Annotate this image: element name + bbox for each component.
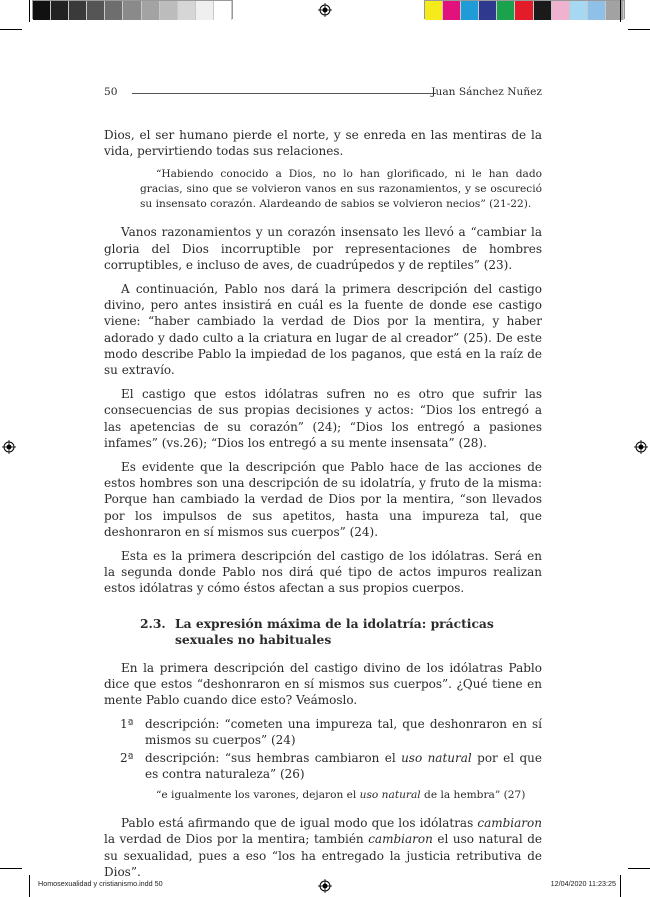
paragraph: En la primera descripción del castigo divino de los idólatras Pablo dice que estos “deshonraron en sí mismos sus cuerpos”. ¿Qué tiene en mente Pablo cuando dice esto? Veámoslo. (104, 660, 542, 708)
color-swatch (588, 1, 606, 20)
color-swatch (443, 1, 461, 20)
page-number: 50 (104, 86, 118, 98)
list-item (120, 750, 542, 782)
color-swatch (606, 1, 624, 20)
crop-mark-bottom-left (0, 868, 22, 869)
color-swatch (497, 1, 515, 20)
header-rule (132, 93, 436, 94)
description-list (120, 716, 542, 782)
slug-timestamp: 12/04/2020 11:23:25 (550, 879, 616, 888)
list-item (120, 716, 542, 748)
inline-quote: “e igualmente los varones, dejaron el uso natural de la hembra” (27) (156, 789, 526, 802)
crop-mark-bottom-left-v (29, 875, 30, 897)
color-swatch (196, 1, 214, 20)
cmyk-color-bar (424, 0, 625, 19)
crop-mark-top-left-v (29, 0, 30, 22)
color-swatch (33, 1, 51, 20)
section-number: 2.3. (140, 615, 166, 631)
paragraph: Dios, el ser humano pierde el norte, y se enreda en las mentiras de la vida, pervirtiendo todas sus relaciones. (104, 128, 542, 159)
color-swatch (515, 1, 533, 20)
color-swatch (87, 1, 105, 20)
color-swatch (570, 1, 588, 20)
header-author: Juan Sánchez Nuñez (431, 86, 542, 98)
crop-mark-bottom-right (628, 868, 650, 869)
color-swatch (51, 1, 69, 20)
registration-mark-icon (318, 3, 332, 17)
paragraph: Vanos razonamientos y un corazón insensato les llevó a “cambiar la gloria del Dios incorruptible por representaciones de hombres corruptibles, e incluso de aves, de cuadrúpedos y de reptiles” (23). (104, 225, 542, 272)
body-text (104, 127, 542, 888)
color-swatch (461, 1, 479, 20)
color-swatch (142, 1, 160, 20)
list-marker: 2ª (120, 750, 134, 765)
color-swatch (425, 1, 443, 20)
color-swatch (552, 1, 570, 20)
color-swatch (479, 1, 497, 20)
paragraph: A continuación, Pablo nos dará la primera descripción del castigo divino, pero antes insistirá en cuál es la fuente de donde ese castigo viene: “haber cambiado la verdad de Dios por la mentira, y haber adorado y dado culto a la criatura en lugar de al creador” (25). De este modo describe Pablo la impiedad de los paganos, que está en la raíz de su extravío. (104, 282, 542, 378)
paragraph: Esta es la primera descripción del castigo de los idólatras. Será en la segunda donde Pablo nos dirá qué tipo de actos impuros realizan estos idólatras y cómo éstos afectan a sus propios cuerpos. (104, 549, 542, 596)
crop-mark-top-right (628, 29, 650, 30)
registration-mark-icon (2, 440, 16, 454)
list-item-text: descripción: “cometen una impureza tal, que deshonraron en sí mismos su cuerpos” (24) (145, 717, 542, 748)
paragraph: Pablo está afirmando que de igual modo que los idólatras cambiaron la verdad de Dios por la mentira; también cambiaron el uso natural de su sexualidad, pues a eso “los ha entregado la justicia retributiva de Dios”. (104, 816, 542, 879)
list-item-text: descripción: “sus hembras cambiaron el uso natural por el que es contra naturaleza” (26) (145, 750, 542, 781)
crop-mark-top-right-v (620, 0, 621, 22)
color-swatch (69, 1, 87, 20)
grayscale-color-bar (32, 0, 233, 19)
crop-mark-top-left (0, 29, 22, 30)
paragraph: El castigo que estos idólatras sufren no es otro que sufrir las consecuencias de sus propias decisiones y actos: “Dios los entregó a las apetencias de su corazón” (24); “Dios los entregó a pasiones infames” (vs.26); “Dios los entregó a su mente insensata” (28). (104, 387, 542, 450)
color-swatch (105, 1, 123, 20)
list-marker: 1ª (120, 717, 134, 732)
color-swatch (123, 1, 141, 20)
block-quote: “Habiendo conocido a Dios, no lo han glorificado, ni le han dado gracias, sino que se volvieron vanos en sus razonamientos, y se oscureció su insensato corazón. Alardeando de sabios se volvieron necios” (21-22). (140, 168, 542, 211)
color-swatch (214, 1, 232, 20)
section-title: La expresión máxima de la idolatría: prácticas sexuales no habituales (175, 615, 494, 647)
color-swatch (178, 1, 196, 20)
registration-mark-icon (634, 440, 648, 454)
crop-mark-bottom-right-v (620, 875, 621, 897)
color-swatch (160, 1, 178, 20)
slug-file-name: Homosexualidad y cristianismo.indd 50 (38, 879, 163, 888)
section-heading (140, 616, 542, 648)
running-header (104, 86, 542, 100)
color-swatch (534, 1, 552, 20)
paragraph: Es evidente que la descripción que Pablo hace de las acciones de estos hombres son una descripción de su idolatría, y fruto de la misma: Porque han cambiado la verdad de Dios por la mentira, “son llevados por los impulsos de sus apetitos, hasta una impureza tal, que deshonraron en sí mismos sus cuerpos” (24). (104, 460, 542, 539)
